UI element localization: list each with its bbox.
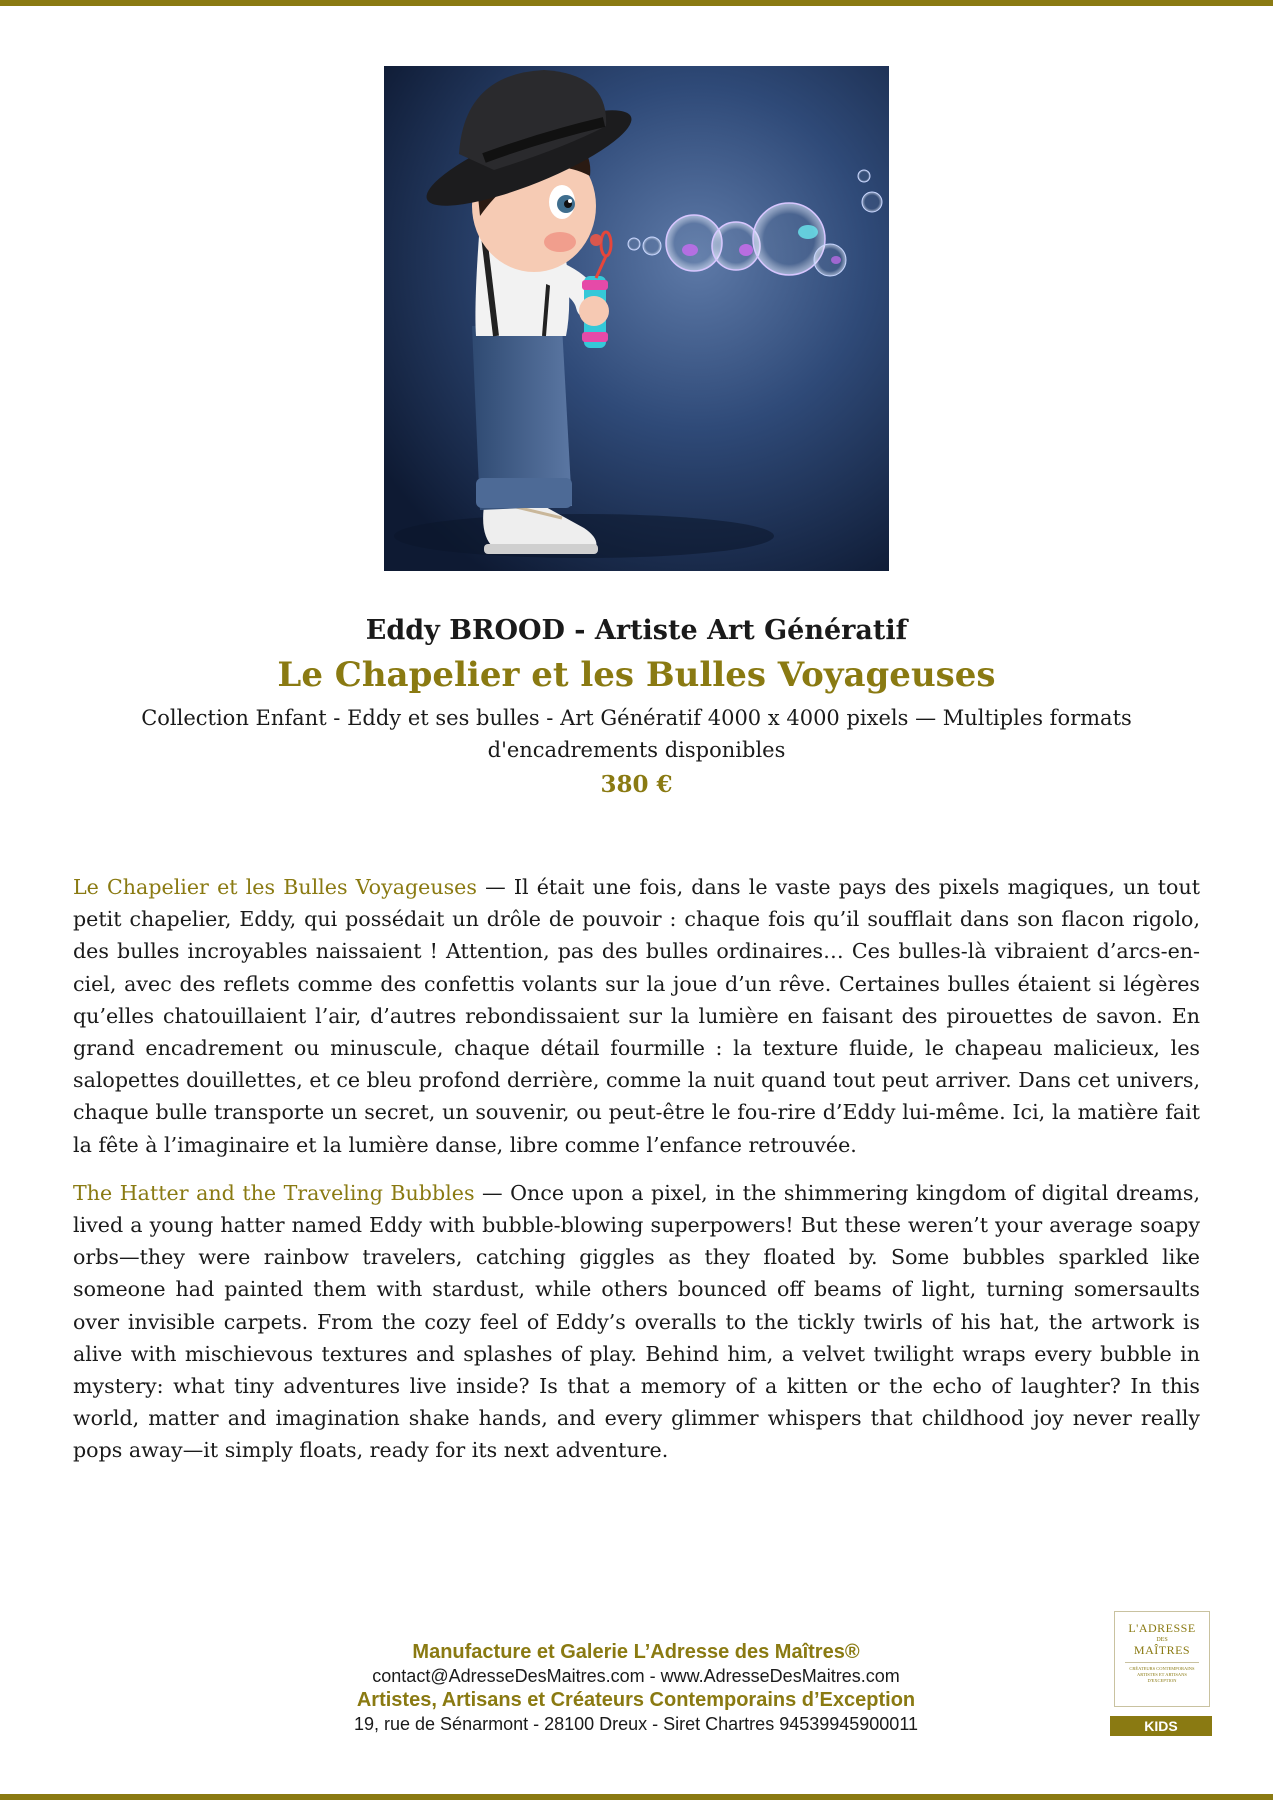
logo-line-1: L'ADRESSE	[1128, 1621, 1196, 1635]
kids-badge: KIDS	[1110, 1716, 1212, 1736]
artwork-subtitle: Collection Enfant - Eddy et ses bulles - Art Génératif 4000 x 4000 pixels — Multiples formats d'encadrements disponibles	[141, 706, 1132, 762]
description-english-title: The Hatter and the Traveling Bubbles	[73, 1180, 475, 1205]
logo-line-3: MAÎTRES	[1133, 1643, 1191, 1657]
description-french-title: Le Chapelier et les Bulles Voyageuses	[73, 875, 477, 899]
footer-address: 19, rue de Sénarmont - 28100 Dreux - Siret Chartres 94539945900011	[353, 1714, 919, 1734]
logo-line-2: DES	[1156, 1637, 1168, 1643]
gallery-logo	[1114, 1611, 1210, 1707]
description-french	[73, 871, 1200, 1161]
description-french-body: — Il était une fois, dans le vaste pays des pixels magiques, un tout petit chapelier, Eddy, qui possédait un drôle de pouvoir : chaque fois qu’il soufflait dans son flacon rigolo, des bulles incroyables naissaient ! Attention, pas des bulles ordinaires… Ces bulles-là vibraient d’arcs-en-ciel, avec des reflets comme des confettis volants sur la joue d’un rêve. Certaines bulles étaient si légères qu’elles chatouillaient l’air, d’autres rebondissaient sur la lumière en faisant des pirouettes de savon. En grand encadrement ou minuscule, chaque détail fourmille : la texture fluide, le chapeau malicieux, les salopettes douillettes, et ce bleu profond derrière, comme la nuit quand tout peut arriver. Dans cet univers, chaque bulle transporte un secret, un souvenir, ou peut-être le fou-rire d’Eddy lui-même. Ici, la matière fait la fête à l’imaginaire et la lumière danse, libre comme l’enfance retrouvée.	[73, 875, 1200, 1157]
description-english	[73, 1177, 1200, 1467]
footer	[250, 1640, 1022, 1736]
description-english-body: — Once upon a pixel, in the shimmering kingdom of digital dreams, lived a young hatter named Eddy with bubble-blowing superpowers! But these weren’t your average soapy orbs—they were rainbow travelers, catching giggles as they floated by. Some bubbles sparkled like someone had painted them with stardust, while others bounced off beams of light, turning somersaults over invisible carpets. From the cozy feel of Eddy’s overalls to the tickly twirls of his hat, the artwork is alive with mischievous textures and splashes of play. Behind him, a velvet twilight wraps every bubble in mystery: what tiny adventures live inside? Is that a memory of a kitten or the echo of laughter? In this world, matter and imagination shake hands, and every glimmer whispers that childhood joy never really pops away—it simply floats, ready for its next adventure.	[73, 1180, 1200, 1463]
artwork-title: Le Chapelier et les Bulles Voyageuses	[277, 655, 996, 695]
artwork-price: 380 €	[600, 771, 673, 798]
artist-name: Eddy BROOD - Artiste Art Génératif	[365, 615, 908, 646]
footer-tagline: Artistes, Artisans et Créateurs Contemporains d’Exception	[356, 1689, 916, 1711]
logo-divider	[1125, 1662, 1199, 1663]
top-border	[0, 0, 1273, 6]
bottom-border	[0, 1794, 1273, 1800]
footer-company: Manufacture et Galerie L’Adresse des Maîtres®	[412, 1641, 860, 1663]
footer-contact: contact@AdresseDesMaitres.com - www.AdresseDesMaitres.com	[372, 1666, 900, 1686]
artwork-description	[73, 871, 1200, 1483]
logo-line-4: CRÉATEURS CONTEMPORAINS ARTISTES ET ARTISANS D'EXCEPTION	[1129, 1666, 1195, 1683]
artwork-header	[60, 612, 1213, 802]
artwork-image	[384, 66, 889, 571]
